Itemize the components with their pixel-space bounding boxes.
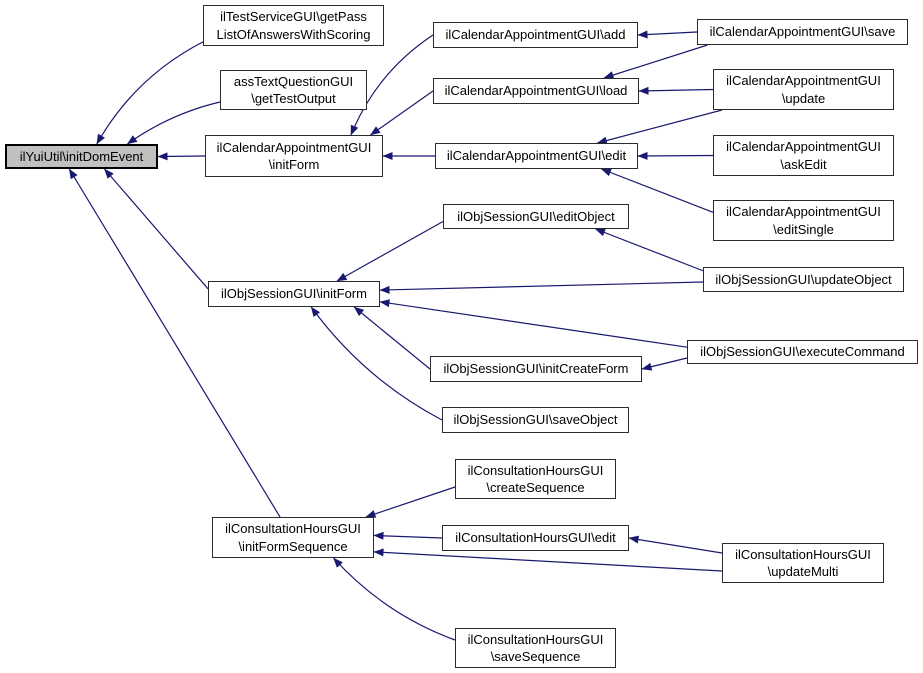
node-label: ListOfAnswersWithScoring <box>216 26 371 42</box>
node-label: ilYuiUtil\initDomEvent <box>19 148 144 164</box>
node-label: ilCalendarAppointmentGUI <box>726 73 881 89</box>
node-session-initcreateform[interactable] <box>430 356 642 382</box>
node-label: \update <box>781 90 826 106</box>
node-label: ilCalendarAppointmentGUI\save <box>709 24 896 40</box>
node-consultation-initformsequence[interactable] <box>212 517 374 558</box>
node-label: ilCalendarAppointmentGUI\add <box>445 27 626 43</box>
node-calendar-askedit[interactable] <box>713 135 894 176</box>
call-edge <box>597 110 722 143</box>
node-label: ilObjSessionGUI\initForm <box>221 286 367 302</box>
call-edge <box>374 552 722 571</box>
call-edge <box>334 558 456 640</box>
node-session-updateobject[interactable] <box>703 267 904 292</box>
node-session-executecommand[interactable] <box>687 340 918 364</box>
node-label: \getTestOutput <box>251 91 336 106</box>
node-label: ilCalendarAppointmentGUI <box>726 139 881 155</box>
node-label: ilConsultationHoursGUI <box>467 462 604 478</box>
node-label: ilObjSessionGUI\editObject <box>457 208 615 224</box>
node-calendar-update[interactable] <box>713 69 894 110</box>
node-label: ilConsultationHoursGUI <box>735 546 871 562</box>
node-label: ilCalendarAppointmentGUI\load <box>444 83 628 99</box>
node-calendar-load[interactable] <box>433 78 639 104</box>
node-session-saveobject[interactable] <box>442 407 629 433</box>
call-edge <box>380 302 687 347</box>
node-consultation-savesequence[interactable] <box>455 628 616 668</box>
call-edge <box>366 487 455 517</box>
node-label: ilCalendarAppointmentGUI <box>216 139 372 155</box>
node-label: \updateMulti <box>767 564 839 579</box>
call-edge <box>380 282 703 290</box>
call-edge <box>374 535 442 538</box>
node-session-editobject[interactable] <box>443 204 629 229</box>
node-consultation-edit[interactable] <box>442 525 629 551</box>
call-edge <box>337 222 443 282</box>
node-label: \askEdit <box>780 156 827 172</box>
node-label: assTextQuestionGUI <box>233 73 354 89</box>
call-edge <box>104 169 208 289</box>
call-edge <box>604 45 708 78</box>
node-gettestoutput[interactable] <box>220 70 367 110</box>
call-edge <box>158 156 205 157</box>
node-label: ilConsultationHoursGUI <box>467 631 604 647</box>
node-label: ilObjSessionGUI\updateObject <box>715 271 892 287</box>
node-label: ilConsultationHoursGUI <box>225 521 361 537</box>
node-label: ilObjSessionGUI\executeCommand <box>700 344 905 360</box>
node-consultation-updatemulti[interactable] <box>722 543 884 583</box>
node-calendar-save[interactable] <box>697 19 908 45</box>
call-edge <box>69 169 280 517</box>
node-label: ilTestServiceGUI\getPass <box>220 9 367 25</box>
node-calendar-editsingle[interactable] <box>713 200 894 241</box>
node-label: \initFormSequence <box>238 538 348 554</box>
call-edge <box>639 90 713 92</box>
node-ilyuiutil-initdomevent[interactable] <box>5 144 158 169</box>
node-label: \initForm <box>268 157 320 172</box>
call-edge <box>97 42 203 144</box>
node-label: \createSequence <box>486 480 585 495</box>
call-edge <box>354 307 430 369</box>
call-edge <box>629 538 722 553</box>
call-edge <box>642 358 687 369</box>
node-calendar-initform[interactable] <box>205 135 383 177</box>
call-edge <box>638 156 713 157</box>
node-label: \editSingle <box>773 221 834 237</box>
node-label: \saveSequence <box>490 649 581 664</box>
node-calendar-edit[interactable] <box>435 143 638 169</box>
node-consultation-createsequence[interactable] <box>455 459 616 499</box>
call-edge <box>371 91 433 135</box>
node-label: ilCalendarAppointmentGUI <box>726 204 881 220</box>
node-label: ilObjSessionGUI\saveObject <box>453 412 618 428</box>
node-label: ilConsultationHoursGUI\edit <box>455 530 616 546</box>
node-gettpasslistofanswerswithscoring[interactable] <box>203 5 384 46</box>
call-edge <box>638 32 697 35</box>
node-label: ilCalendarAppointmentGUI\edit <box>446 148 627 164</box>
call-edge <box>596 229 703 271</box>
node-calendar-add[interactable] <box>433 22 638 48</box>
node-label: ilObjSessionGUI\initCreateForm <box>443 361 629 377</box>
node-session-initform[interactable] <box>208 281 380 307</box>
